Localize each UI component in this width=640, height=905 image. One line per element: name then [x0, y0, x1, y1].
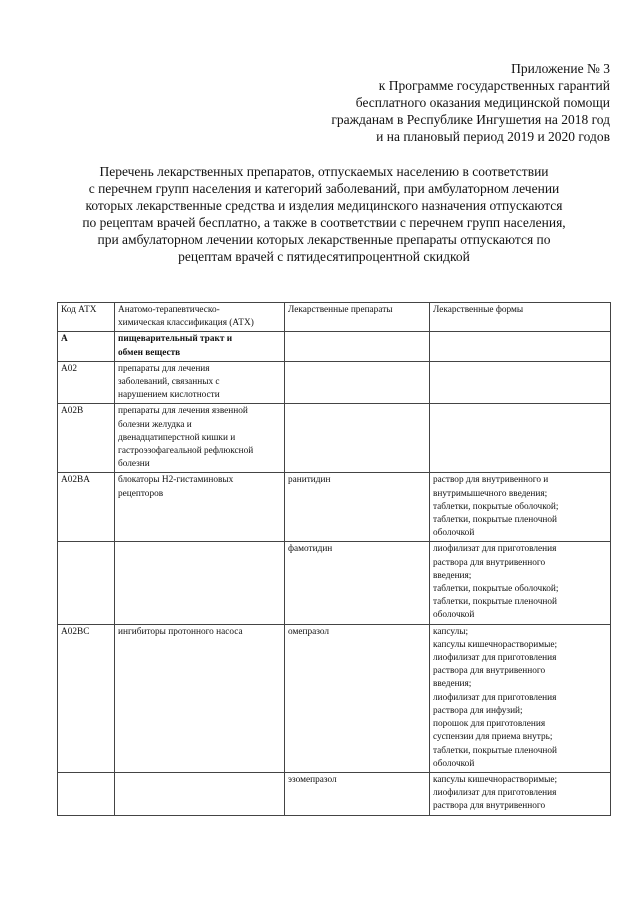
appendix-line: и на плановый период 2019 и 2020 годов [376, 129, 610, 144]
title-line: при амбулаторном лечении которых лекарственные препараты отпускаются по [97, 232, 551, 247]
dosage-forms-cell [430, 404, 611, 473]
atc-code-cell [58, 772, 115, 815]
atc-class-cell [115, 772, 285, 815]
table-row [58, 404, 611, 473]
title-line: по рецептам врачей бесплатно, а также в соответствии с перечнем групп населения, [82, 215, 566, 230]
atc-code-cell: A02BA [58, 473, 115, 542]
table-row [58, 624, 611, 772]
title-line: которых лекарственные средства и изделия медицинского назначения отпускаются [85, 198, 563, 213]
appendix-number: Приложение № 3 [511, 61, 610, 76]
header-dosage-forms: Лекарственные формы [430, 303, 611, 332]
table-row [58, 332, 611, 361]
title-line: рецептам врачей с пятидесятипроцентной скидкой [178, 249, 470, 264]
atc-class-cell [115, 542, 285, 624]
table-row [58, 473, 611, 542]
table-row [58, 772, 611, 815]
medications-table [57, 302, 611, 816]
atc-code-cell: А [58, 332, 115, 361]
appendix-header [190, 60, 610, 145]
drug-name-cell: омепразол [285, 624, 430, 772]
dosage-forms-cell: капсулы; капсулы кишечнорастворимые; лиофилизат для приготовления раствора для внутривенного введения; лиофилизат для приготовления раствора для инфузий; порошок для приготовления суспензии для приема внутрь; таблетки, покрытые пленочной оболочкой [430, 624, 611, 772]
drug-name-cell: ранитидин [285, 473, 430, 542]
table-row [58, 361, 611, 404]
drug-name-cell [285, 332, 430, 361]
atc-class-cell: препараты для лечения язвенной болезни желудка и двенадцатиперстной кишки и гастроэзофагеальной рефлюксной болезни [115, 404, 285, 473]
atc-code-cell: A02BC [58, 624, 115, 772]
dosage-forms-cell: раствор для внутривенного и внутримышечного введения; таблетки, покрытые оболочкой; таблетки, покрытые пленочной оболочкой [430, 473, 611, 542]
atc-code-cell [58, 542, 115, 624]
drug-name-cell [285, 361, 430, 404]
atc-class-cell: препараты для лечения заболеваний, связанных с нарушением кислотности [115, 361, 285, 404]
table-row [58, 542, 611, 624]
dosage-forms-cell: лиофилизат для приготовления раствора для внутривенного введения; таблетки, покрытые оболочкой; таблетки, покрытые пленочной оболочкой [430, 542, 611, 624]
appendix-line: к Программе государственных гарантий [378, 78, 610, 93]
drug-name-cell: эзомепразол [285, 772, 430, 815]
dosage-forms-cell: капсулы кишечнорастворимые; лиофилизат для приготовления раствора для внутривенного [430, 772, 611, 815]
atc-class-cell: блокаторы Н2-гистаминовых рецепторов [115, 473, 285, 542]
atc-class-cell: ингибиторы протонного насоса [115, 624, 285, 772]
header-atc-code: Код АТХ [58, 303, 115, 332]
drug-name-cell [285, 404, 430, 473]
header-atc-classification: Анатомо-терапевтическо- химическая классификация (АТХ) [115, 303, 285, 332]
appendix-line: бесплатного оказания медицинской помощи [355, 95, 610, 110]
table-header-row [58, 303, 611, 332]
drug-name-cell: фамотидин [285, 542, 430, 624]
atc-class-cell: пищеварительный тракт и обмен веществ [115, 332, 285, 361]
document-title [40, 163, 608, 265]
appendix-line: гражданам в Республике Ингушетия на 2018 год [331, 112, 610, 127]
title-line: Перечень лекарственных препаратов, отпускаемых населению в соответствии [99, 164, 549, 179]
medications-table-body [58, 303, 611, 816]
atc-code-cell: A02B [58, 404, 115, 473]
dosage-forms-cell [430, 361, 611, 404]
title-line: с перечнем групп населения и категорий заболеваний, при амбулаторном лечении [88, 181, 560, 196]
header-drugs: Лекарственные препараты [285, 303, 430, 332]
atc-code-cell: A02 [58, 361, 115, 404]
dosage-forms-cell [430, 332, 611, 361]
